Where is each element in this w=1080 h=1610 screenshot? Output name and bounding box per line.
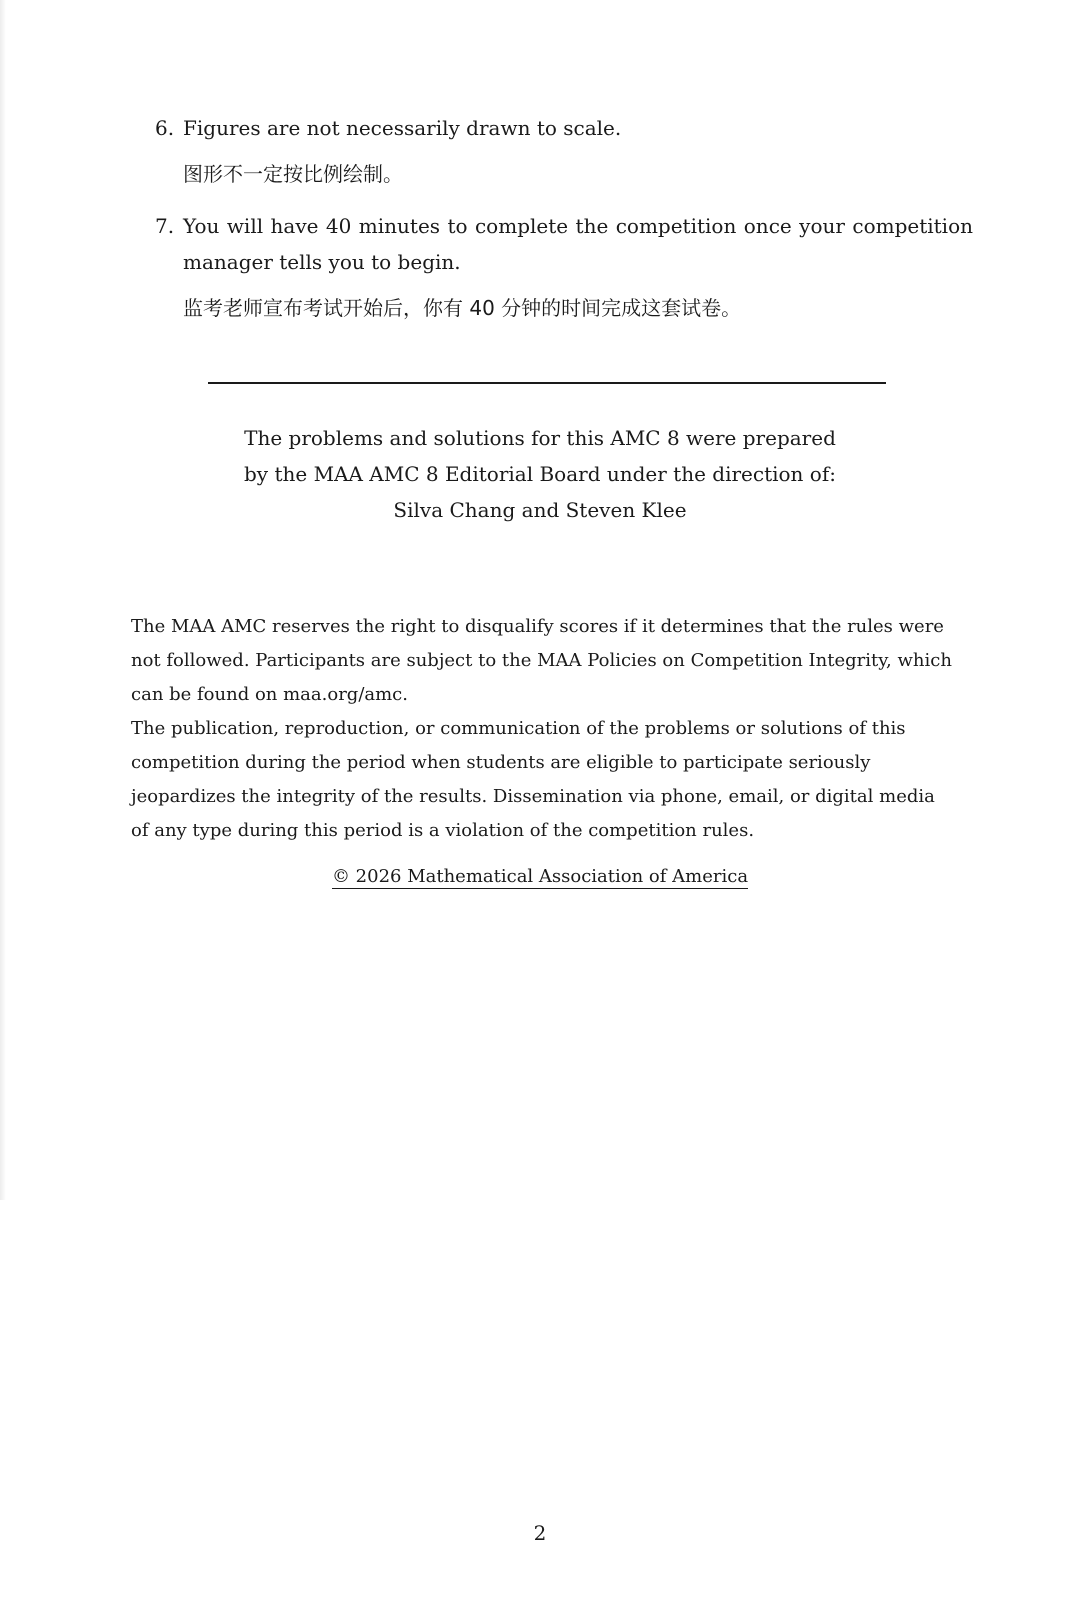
- instruction-english: Figures are not necessarily drawn to scale.: [183, 116, 622, 140]
- page-number: 2: [533, 1521, 547, 1545]
- credits-line: by the MAA AMC 8 Editorial Board under the direction of:: [244, 462, 836, 486]
- instruction-number: 7.: [155, 214, 175, 238]
- credits-line: The problems and solutions for this AMC 8 were prepared: [244, 426, 836, 450]
- credits-directors: Silva Chang and Steven Klee: [393, 498, 687, 522]
- instruction-body: [183, 208, 973, 326]
- instruction-chinese: 监考老师宣布考试开始后，你有 40 分钟的时间完成这套试卷。: [183, 296, 742, 320]
- rules-notice: [131, 610, 956, 848]
- instruction-body: [183, 110, 973, 192]
- instruction-english: You will have 40 minutes to complete the competition once your competition manager tells you to begin.: [183, 214, 973, 274]
- copyright-line: [0, 862, 1080, 892]
- instruction-number: 6.: [155, 116, 175, 140]
- instruction-chinese: 图形不一定按比例绘制。: [183, 162, 403, 186]
- horizontal-divider: [208, 382, 886, 384]
- scan-edge-shadow: [0, 0, 6, 1200]
- notice-paragraph: The MAA AMC reserves the right to disqualify scores if it determines that the rules were not followed. Participants are subject to the MAA Policies on Competition Integrity, which can be found on maa.org/amc.: [131, 616, 952, 705]
- copyright-text: © 2026 Mathematical Association of America: [331, 866, 749, 887]
- notice-paragraph: The publication, reproduction, or communication of the problems or solutions of this competition during the period when students are eligible to participate seriously jeopardizes the integrity of the results. Dissemination via phone, email, or digital media of any type during this period is a violation of the competition rules.: [131, 718, 935, 841]
- credits-block: [0, 420, 1080, 528]
